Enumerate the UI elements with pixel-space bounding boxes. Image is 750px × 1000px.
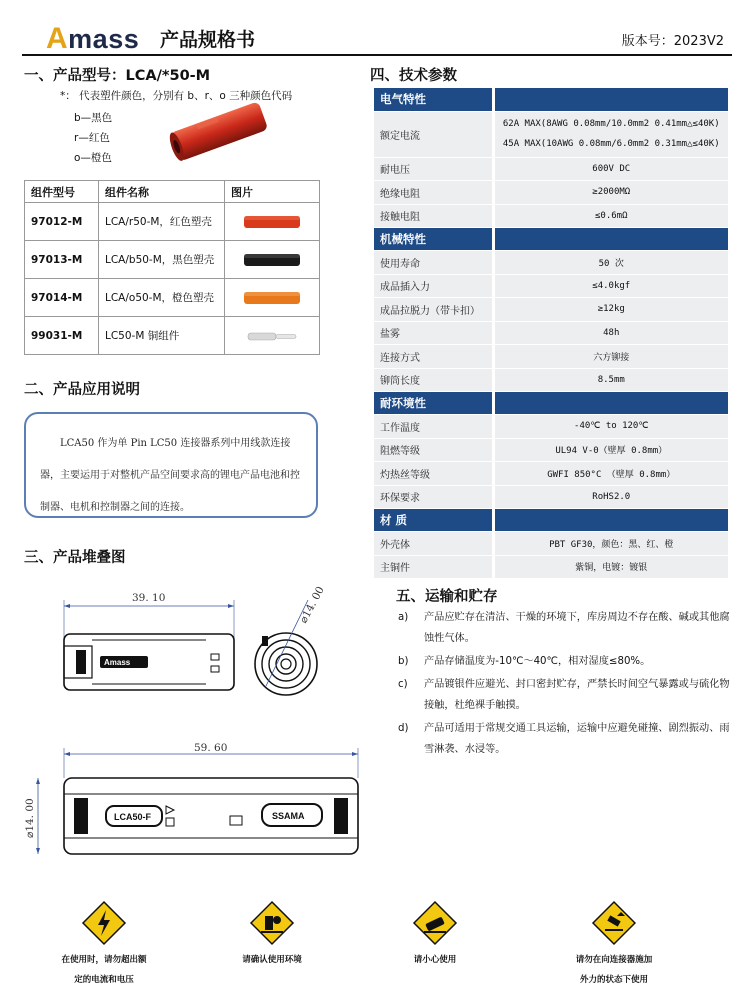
part-code: 99031-M <box>25 317 99 355</box>
section2-heading: 二、产品应用说明 <box>24 382 140 398</box>
warning-text: 在使用时，请勿超出额 <box>61 955 147 965</box>
document-title: 产品规格书 <box>160 29 256 51</box>
spec-value: 紫铜，电镀：镀银 <box>493 555 728 579</box>
dim-side-length: 59. 60 <box>194 742 228 754</box>
spec-label: 成品拉脱力（带卡扣） <box>374 298 493 322</box>
list-label: a) <box>398 612 409 623</box>
part-picture <box>225 203 320 241</box>
table-row <box>25 241 320 279</box>
spec-value: -40℃ to 120℃ <box>493 415 728 439</box>
spec-value: 8.5mm <box>493 368 728 392</box>
list-item <box>398 651 732 672</box>
product-photo <box>160 96 280 166</box>
spec-label: 耐电压 <box>374 157 493 181</box>
warning-careful-icon <box>412 900 458 946</box>
table-row <box>374 274 728 298</box>
warning-text: 外力的状态下使用 <box>579 975 648 985</box>
warning-text: 请确认使用环境 <box>242 955 302 965</box>
spec-group-electrical <box>374 88 728 111</box>
warning-environment <box>222 900 322 970</box>
warning-environment-icon <box>249 900 295 946</box>
spec-value: PBT GF30，颜色：黑、红、橙 <box>493 532 728 556</box>
part-picture <box>225 241 320 279</box>
warning-external-force <box>556 900 672 990</box>
list-text: 产品镀银件应避光、封口密封贮存，严禁长时间空气暴露或与硫化物接触，杜绝裸手触摸。 <box>424 679 730 711</box>
spec-value <box>493 111 728 157</box>
part-code: 97013-M <box>25 241 99 279</box>
spec-label: 铆筒长度 <box>374 368 493 392</box>
list-item <box>398 674 732 716</box>
application-text: LCA50 作为单 Pin LC50 连接器系列中用线款连接器，主要运用于对整机产品空间要求高的锂电产品电池和控制器、电机和控制器之间的连接。 <box>40 438 300 513</box>
color-code-orange: o—橙色 <box>74 152 112 164</box>
list-text: 产品应贮存在清洁、干燥的环境下，库房周边不存在酸、碱或其他腐蚀性气体。 <box>424 612 730 644</box>
warning-careful-use <box>390 900 480 970</box>
section5-heading: 五、运输和贮存 <box>396 589 498 605</box>
color-code-black: b—黑色 <box>74 112 113 124</box>
mirror-brand-mark: SSAMA <box>272 811 305 821</box>
table-row <box>374 298 728 322</box>
logo-text: mass <box>68 24 140 54</box>
spec-value: RoHS2.0 <box>493 485 728 509</box>
spec-label: 盐雾 <box>374 321 493 345</box>
list-label: c) <box>398 679 408 690</box>
header-divider <box>22 54 732 56</box>
col-part-code: 组件型号 <box>25 181 99 203</box>
spec-group-environmental <box>374 392 728 415</box>
dim-side-diameter: ⌀14. 00 <box>24 798 36 838</box>
part-code: 97012-M <box>25 203 99 241</box>
table-row <box>374 321 728 345</box>
warning-text: 请小心使用 <box>413 955 457 965</box>
spec-label: 成品插入力 <box>374 274 493 298</box>
spec-label: 主铜件 <box>374 555 493 579</box>
warning-force-icon <box>591 900 637 946</box>
version-number: 版本号：2023V2 <box>621 34 724 49</box>
spec-label: 灼热丝等级 <box>374 462 493 486</box>
list-label: b) <box>398 656 409 667</box>
section3-heading: 三、产品堆叠图 <box>24 550 126 566</box>
table-row <box>374 438 728 462</box>
spec-label: 环保要求 <box>374 485 493 509</box>
amass-logo <box>46 22 139 56</box>
warning-electrical-icon <box>81 900 127 946</box>
group-title: 耐环境性 <box>374 392 493 415</box>
dim-top-length: 39. 10 <box>132 592 166 604</box>
spec-table <box>374 88 728 579</box>
table-row <box>374 181 728 205</box>
spec-value: 六方铆接 <box>493 345 728 369</box>
black-housing-image <box>242 251 302 269</box>
part-name: LC50-M 铜组件 <box>99 317 225 355</box>
section1-heading: 一、产品型号：LCA/*50-M <box>24 68 211 84</box>
orange-housing-image <box>242 289 302 307</box>
application-description <box>24 412 318 518</box>
table-row <box>374 251 728 275</box>
spec-value: 600V DC <box>493 157 728 181</box>
logo-letter-a: A <box>46 22 69 55</box>
side-view-drawing <box>22 740 362 864</box>
spec-label: 阻燃等级 <box>374 438 493 462</box>
warning-rated-current <box>48 900 160 990</box>
list-label: d) <box>398 723 409 734</box>
copper-contact-image <box>242 327 302 345</box>
list-text: 产品存储温度为-10℃～40℃，相对湿度≤80%。 <box>424 656 651 667</box>
table-row <box>374 368 728 392</box>
list-text: 产品可适用于常规交通工具运输，运输中应避免碰撞、剧烈振动、雨雪淋袭、水浸等。 <box>424 723 730 755</box>
spec-value: 48h <box>493 321 728 345</box>
list-item <box>398 718 732 760</box>
brand-mark: Amass <box>104 658 131 667</box>
group-title: 机械特性 <box>374 228 493 251</box>
col-picture: 图片 <box>225 181 320 203</box>
spec-label: 连接方式 <box>374 345 493 369</box>
section4-heading: 四、技术参数 <box>370 68 457 84</box>
group-title: 电气特性 <box>374 88 493 111</box>
dim-end-diameter: ⌀14. 00 <box>297 584 327 626</box>
red-housing-image <box>242 213 302 231</box>
part-mark: LCA50-F <box>114 812 152 822</box>
spec-label: 接触电阻 <box>374 204 493 228</box>
table-row <box>25 317 320 355</box>
warning-text: 定的电流和电压 <box>74 975 134 985</box>
table-row <box>374 111 728 157</box>
part-picture <box>225 317 320 355</box>
list-item <box>398 607 732 649</box>
table-row <box>374 485 728 509</box>
table-row <box>374 532 728 556</box>
table-row <box>374 462 728 486</box>
color-code-note: *： 代表塑件颜色，分别有 b、r、o 三种颜色代码 <box>60 90 293 102</box>
part-picture <box>225 279 320 317</box>
top-view-drawing <box>46 580 336 720</box>
spec-label: 额定电流 <box>374 111 493 157</box>
spec-value: ≤4.0kgf <box>493 274 728 298</box>
parts-table-header <box>25 181 320 203</box>
spec-label: 工作温度 <box>374 415 493 439</box>
col-part-name: 组件名称 <box>99 181 225 203</box>
table-row <box>25 279 320 317</box>
spec-group-mechanical <box>374 228 728 251</box>
spec-value-line: 62A MAX(8AWG 0.08mm/10.0mm2 0.41mm△≤40K) <box>502 119 720 129</box>
table-row <box>374 204 728 228</box>
table-row <box>374 415 728 439</box>
table-row <box>374 555 728 579</box>
table-row <box>374 345 728 369</box>
spec-label: 使用寿命 <box>374 251 493 275</box>
part-name: LCA/o50-M，橙色塑壳 <box>99 279 225 317</box>
spec-label: 外壳体 <box>374 532 493 556</box>
spec-value: ≥2000MΩ <box>493 181 728 205</box>
spec-value: ≥12kg <box>493 298 728 322</box>
group-title: 材 质 <box>374 509 493 532</box>
spec-value-line: 45A MAX(10AWG 0.08mm/6.0mm2 0.31mm△≤40K) <box>502 139 720 149</box>
spec-value: UL94 V-0（壁厚 0.8mm） <box>493 438 728 462</box>
spec-value: 50 次 <box>493 251 728 275</box>
spec-value: GWFI 850°C （壁厚 0.8mm） <box>493 462 728 486</box>
spec-value: ≤0.6mΩ <box>493 204 728 228</box>
part-name: LCA/r50-M，红色塑壳 <box>99 203 225 241</box>
parts-table <box>24 180 320 355</box>
spec-label: 绝缘电阻 <box>374 181 493 205</box>
table-row <box>25 203 320 241</box>
warning-text: 请勿在向连接器施加 <box>575 955 653 965</box>
part-code: 97014-M <box>25 279 99 317</box>
table-row <box>374 157 728 181</box>
color-code-red: r—红色 <box>74 132 110 144</box>
part-name: LCA/b50-M，黑色塑壳 <box>99 241 225 279</box>
storage-list <box>398 607 732 760</box>
spec-group-material <box>374 509 728 532</box>
